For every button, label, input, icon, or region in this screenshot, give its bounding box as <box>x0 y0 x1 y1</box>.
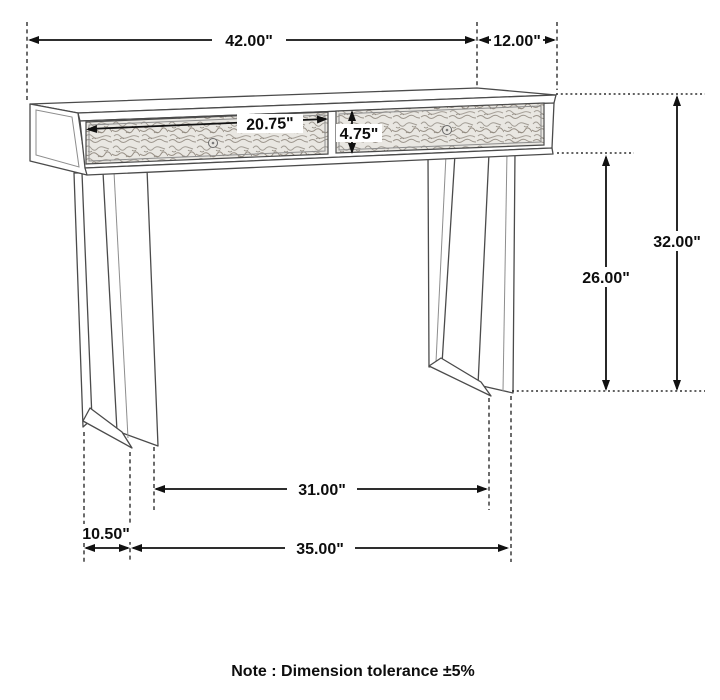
dim-leg-clearance <box>571 155 641 391</box>
dim-outer-leg-span <box>131 538 509 558</box>
dim-inner-leg-span-label: 31.00" <box>298 482 346 499</box>
left-leg-back-bar <box>103 169 158 446</box>
dim-leg-depth-label: 10.50" <box>82 526 130 543</box>
dim-drawer-height-label: 4.75" <box>339 126 379 143</box>
right-leg <box>428 151 515 396</box>
left-leg <box>74 169 158 448</box>
dim-top-depth <box>478 30 556 50</box>
dim-leg-depth <box>78 524 135 552</box>
left-leg-front-bar <box>74 173 92 427</box>
dim-drawer-width-label: 20.75" <box>245 115 295 134</box>
dim-top-depth-label: 12.00" <box>493 33 541 50</box>
dim-top-length <box>28 29 476 50</box>
dim-overall-height-label: 32.00" <box>653 234 701 251</box>
dim-leg-clearance-label: 26.00" <box>582 270 630 287</box>
right-leg-back-bar <box>478 151 515 393</box>
console-table-sketch <box>30 88 556 448</box>
right-leg-front-bar <box>428 154 455 367</box>
dim-top-length-label: 42.00" <box>225 33 273 50</box>
dim-outer-leg-span-label: 35.00" <box>296 541 344 558</box>
dim-overall-height <box>642 95 712 391</box>
tolerance-note: Note : Dimension tolerance ±5% <box>231 663 475 680</box>
dim-inner-leg-span <box>154 479 488 499</box>
